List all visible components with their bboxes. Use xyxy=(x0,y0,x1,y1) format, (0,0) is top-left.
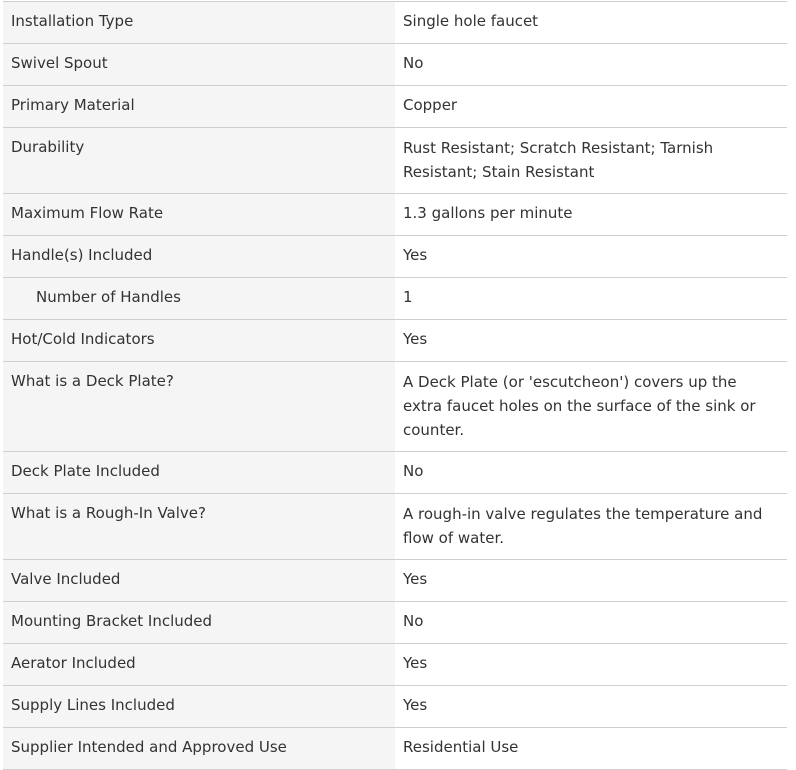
spec-value: No xyxy=(403,54,424,72)
spec-row-durability xyxy=(3,128,787,194)
spec-value: Yes xyxy=(403,696,428,714)
spec-label: Installation Type xyxy=(3,2,395,43)
spec-label: Swivel Spout xyxy=(3,44,395,85)
spec-label: Number of Handles xyxy=(3,278,395,319)
spec-value: A Deck Plate (or 'escutcheon') covers up the extra faucet holes on the surface of the sink or counter. xyxy=(403,373,756,439)
spec-row-installation-type xyxy=(3,2,787,44)
spec-row-aerator-included xyxy=(3,644,787,686)
spec-row-maximum-flow-rate xyxy=(3,194,787,236)
spec-row-hot-cold-indicators xyxy=(3,320,787,362)
spec-row-swivel-spout xyxy=(3,44,787,86)
spec-label: Maximum Flow Rate xyxy=(3,194,395,235)
spec-label: What is a Deck Plate? xyxy=(3,362,395,451)
spec-value: Rust Resistant; Scratch Resistant; Tarnish Resistant; Stain Resistant xyxy=(403,139,714,181)
spec-row-handles-included xyxy=(3,236,787,278)
spec-label: Hot/Cold Indicators xyxy=(3,320,395,361)
spec-label: What is a Rough-In Valve? xyxy=(3,494,395,559)
spec-label: Handle(s) Included xyxy=(3,236,395,277)
spec-value: No xyxy=(403,462,424,480)
spec-value: Yes xyxy=(403,330,428,348)
spec-label: Durability xyxy=(3,128,395,193)
spec-value: Yes xyxy=(403,570,428,588)
spec-row-deck-plate-included xyxy=(3,452,787,494)
spec-value: A rough-in valve regulates the temperature and flow of water. xyxy=(403,505,763,547)
spec-value: 1.3 gallons per minute xyxy=(403,204,573,222)
spec-row-mounting-bracket-included xyxy=(3,602,787,644)
spec-value: Single hole faucet xyxy=(403,12,539,30)
spec-row-valve-included xyxy=(3,560,787,602)
spec-label: Deck Plate Included xyxy=(3,452,395,493)
spec-row-number-of-handles xyxy=(3,278,787,320)
spec-row-supply-lines-included xyxy=(3,686,787,728)
spec-label: Supplier Intended and Approved Use xyxy=(3,728,395,769)
specifications-table xyxy=(3,1,787,770)
spec-value: Yes xyxy=(403,246,428,264)
spec-row-what-is-a-rough-in-valve xyxy=(3,494,787,560)
spec-value: 1 xyxy=(403,288,413,306)
spec-label: Valve Included xyxy=(3,560,395,601)
spec-label: Primary Material xyxy=(3,86,395,127)
spec-value: Residential Use xyxy=(403,738,519,756)
spec-value: Copper xyxy=(403,96,458,114)
spec-row-primary-material xyxy=(3,86,787,128)
spec-label: Aerator Included xyxy=(3,644,395,685)
spec-label: Supply Lines Included xyxy=(3,686,395,727)
spec-value: No xyxy=(403,612,424,630)
spec-row-what-is-a-deck-plate xyxy=(3,362,787,452)
spec-row-supplier-intended-use xyxy=(3,728,787,770)
spec-label: Mounting Bracket Included xyxy=(3,602,395,643)
spec-value: Yes xyxy=(403,654,428,672)
